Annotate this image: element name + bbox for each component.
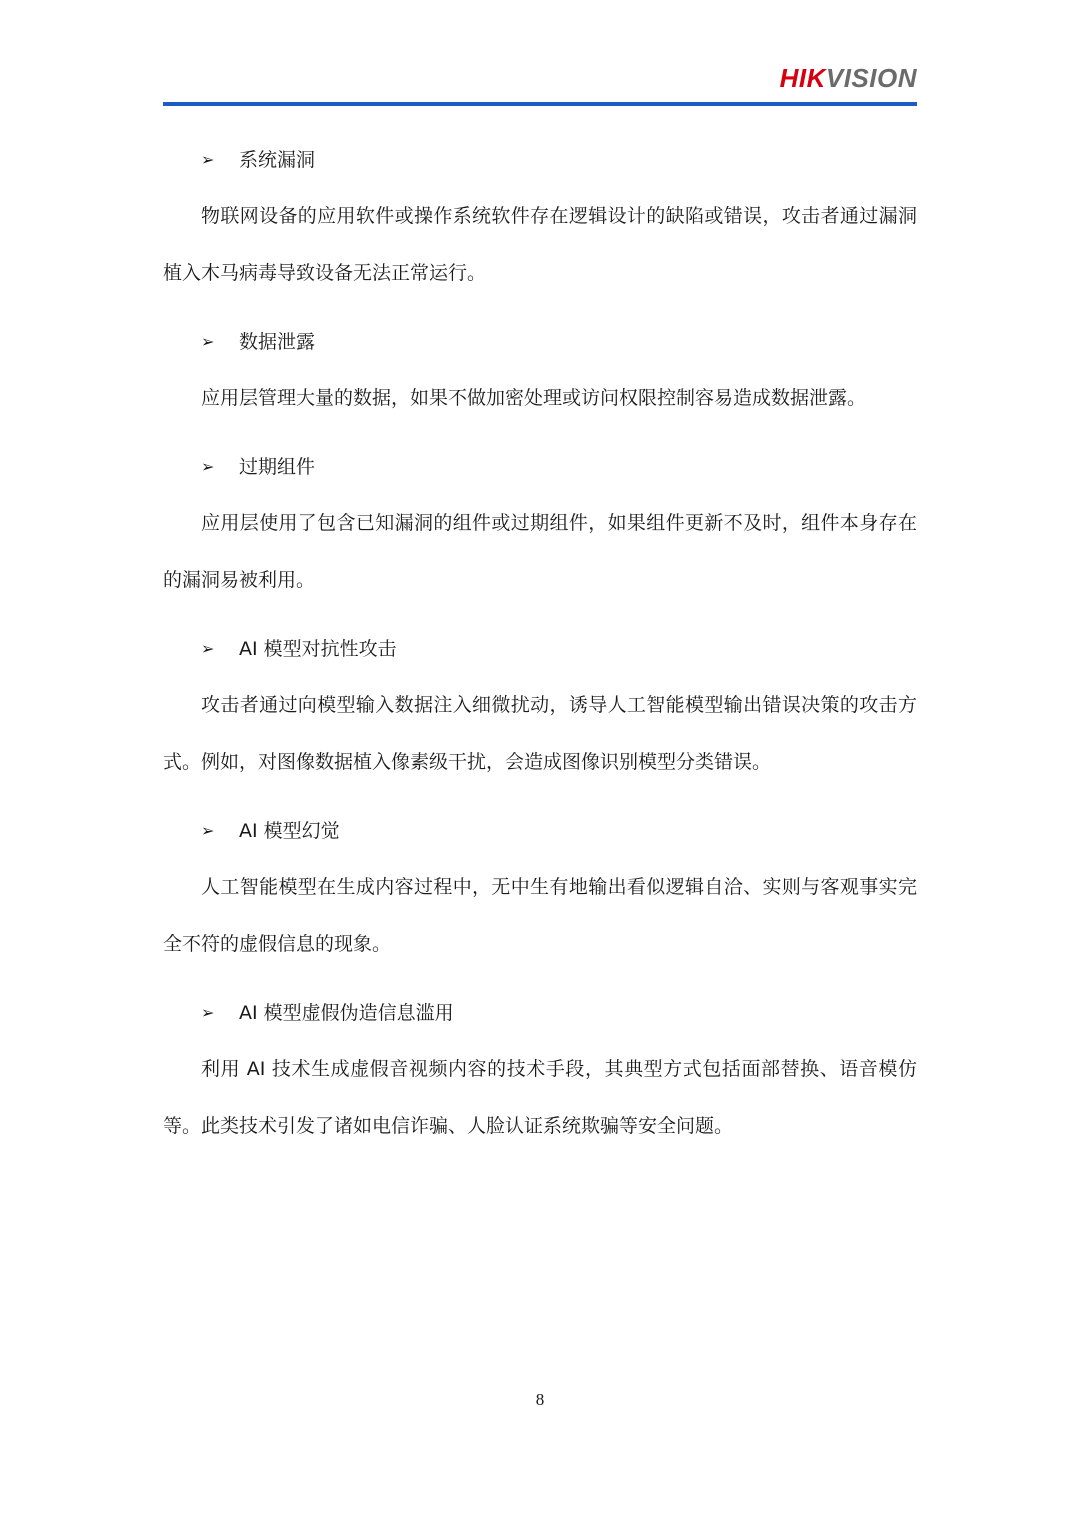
section-heading	[163, 629, 917, 669]
section-heading-text: 数据泄露	[239, 331, 316, 353]
arrow-bullet-icon: ➢	[201, 150, 215, 169]
section-heading-text: AI 模型幻觉	[239, 820, 340, 842]
section-paragraph: 利用 AI 技术生成虚假音视频内容的技术手段，其典型方式包括面部替换、语音模仿等。此类技术引发了诸如电信诈骗、人脸认证系统欺骗等安全问题。	[163, 1058, 917, 1137]
page-content	[163, 140, 917, 1155]
logo-text-gray: VISION	[825, 63, 917, 93]
arrow-bullet-icon: ➢	[201, 1003, 215, 1022]
arrow-bullet-icon: ➢	[201, 821, 215, 840]
section-paragraph: 应用层管理大量的数据，如果不做加密处理或访问权限控制容易造成数据泄露。	[201, 387, 867, 409]
section-heading	[163, 447, 917, 487]
section-heading	[163, 993, 917, 1033]
page-header	[163, 60, 917, 108]
section-heading-text: AI 模型对抗性攻击	[239, 638, 397, 660]
section-heading	[163, 811, 917, 851]
arrow-bullet-icon: ➢	[201, 457, 215, 476]
section-adversarial-attack	[163, 629, 917, 791]
section-system-vulnerability	[163, 140, 917, 302]
section-paragraph: 物联网设备的应用软件或操作系统软件存在逻辑设计的缺陷或错误，攻击者通过漏洞植入木马病毒导致设备无法正常运行。	[163, 205, 917, 284]
section-model-hallucination	[163, 811, 917, 973]
section-data-leak	[163, 322, 917, 427]
section-heading-text: AI 模型虚假伪造信息滥用	[239, 1002, 454, 1024]
section-heading-text: 系统漏洞	[239, 149, 316, 171]
arrow-bullet-icon: ➢	[201, 332, 215, 351]
section-heading	[163, 140, 917, 180]
section-paragraph: 应用层使用了包含已知漏洞的组件或过期组件，如果组件更新不及时，组件本身存在的漏洞易被利用。	[163, 512, 917, 591]
section-paragraph: 攻击者通过向模型输入数据注入细微扰动，诱导人工智能模型输出错误决策的攻击方式。例如，对图像数据植入像素级干扰，会造成图像识别模型分类错误。	[163, 694, 917, 773]
page-number: 8	[535, 1390, 545, 1409]
logo-text-red: HIK	[779, 63, 826, 93]
section-heading-text: 过期组件	[239, 456, 316, 478]
section-deepfake-abuse	[163, 993, 917, 1155]
section-outdated-components	[163, 447, 917, 609]
arrow-bullet-icon: ➢	[201, 639, 215, 658]
section-paragraph: 人工智能模型在生成内容过程中，无中生有地输出看似逻辑自洽、实则与客观事实完全不符的虚假信息的现象。	[163, 876, 917, 955]
section-heading	[163, 322, 917, 362]
hikvision-logo	[780, 64, 917, 92]
header-divider	[163, 102, 917, 106]
